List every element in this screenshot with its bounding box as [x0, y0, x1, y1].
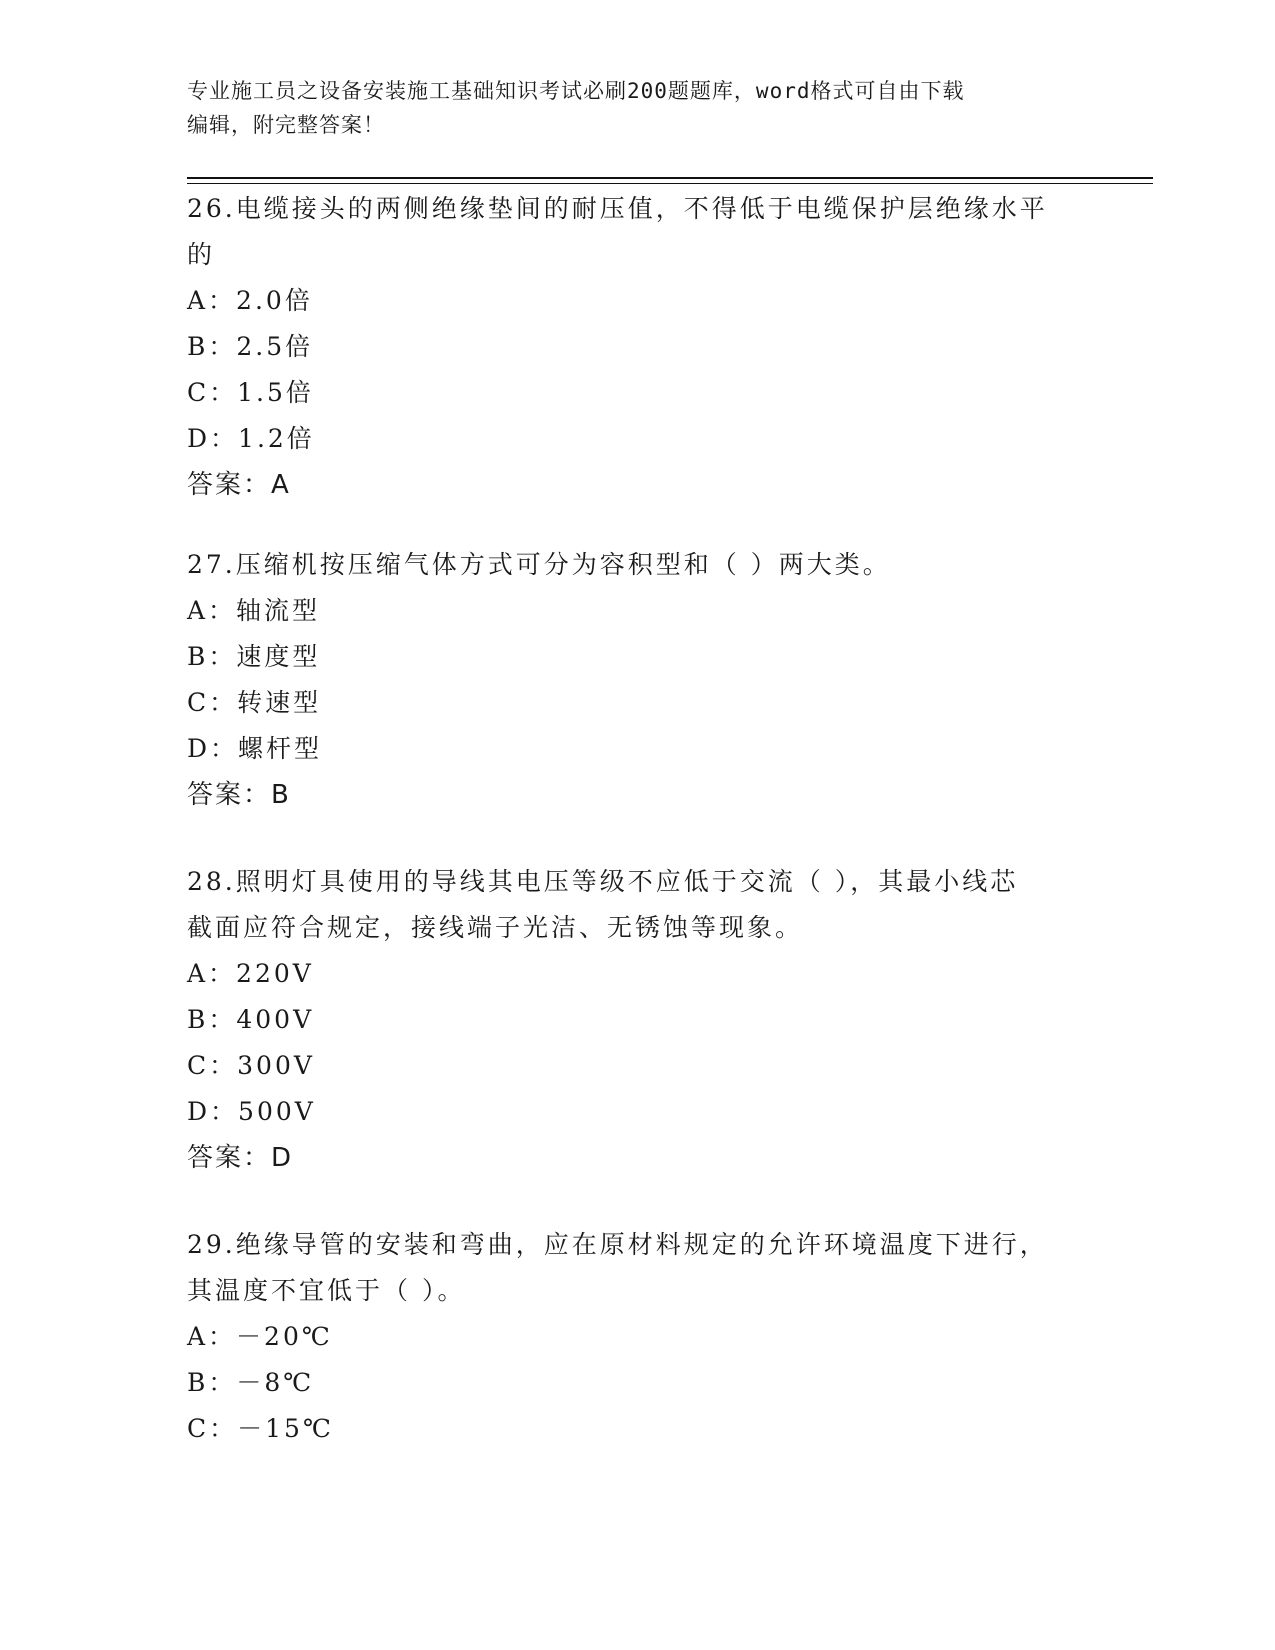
- option-c: C：1.5倍: [187, 378, 314, 407]
- question-stem: 27.压缩机按压缩气体方式可分为容积型和（ ）两大类。: [187, 550, 891, 579]
- option-a: A：220V: [187, 959, 314, 988]
- question-stem: 29.绝缘导管的安装和弯曲，应在原材料规定的允许环境温度下进行，: [187, 1230, 1048, 1259]
- question-stem: 的: [187, 240, 216, 269]
- header-divider: [187, 177, 1153, 179]
- answer: 答案：B: [187, 780, 291, 810]
- option-c: C：－15℃: [187, 1414, 334, 1443]
- document-header: [187, 74, 1087, 142]
- question-26: [187, 186, 1087, 508]
- header-divider-thin: [187, 183, 1153, 184]
- option-b: B：2.5倍: [187, 332, 314, 361]
- option-c: C：转速型: [187, 688, 322, 717]
- question-29: [187, 1222, 1087, 1452]
- header-line-2: 编辑，附完整答案！: [187, 113, 385, 137]
- option-a: A：轴流型: [187, 596, 321, 625]
- option-a: A：－20℃: [187, 1322, 333, 1351]
- answer: 答案：A: [187, 470, 291, 500]
- option-d: D：1.2倍: [187, 424, 315, 453]
- question-28: [187, 859, 1087, 1181]
- question-stem: 28.照明灯具使用的导线其电压等级不应低于交流（ ），其最小线芯: [187, 867, 1019, 896]
- answer: 答案：D: [187, 1143, 294, 1173]
- option-d: D：螺杆型: [187, 734, 323, 763]
- option-b: B：－8℃: [187, 1368, 315, 1397]
- header-line-1: 专业施工员之设备安装施工基础知识考试必刷200题题库，word格式可自由下载: [187, 79, 965, 103]
- question-stem: 其温度不宜低于（ ）。: [187, 1276, 466, 1305]
- question-27: [187, 542, 1087, 818]
- option-b: B：400V: [187, 1005, 315, 1034]
- option-d: D：500V: [187, 1097, 316, 1126]
- option-b: B：速度型: [187, 642, 321, 671]
- question-stem: 截面应符合规定，接线端子光洁、无锈蚀等现象。: [187, 913, 804, 942]
- option-c: C：300V: [187, 1051, 315, 1080]
- option-a: A：2.0倍: [187, 286, 313, 315]
- question-stem: 26.电缆接头的两侧绝缘垫间的耐压值，不得低于电缆保护层绝缘水平: [187, 194, 1048, 223]
